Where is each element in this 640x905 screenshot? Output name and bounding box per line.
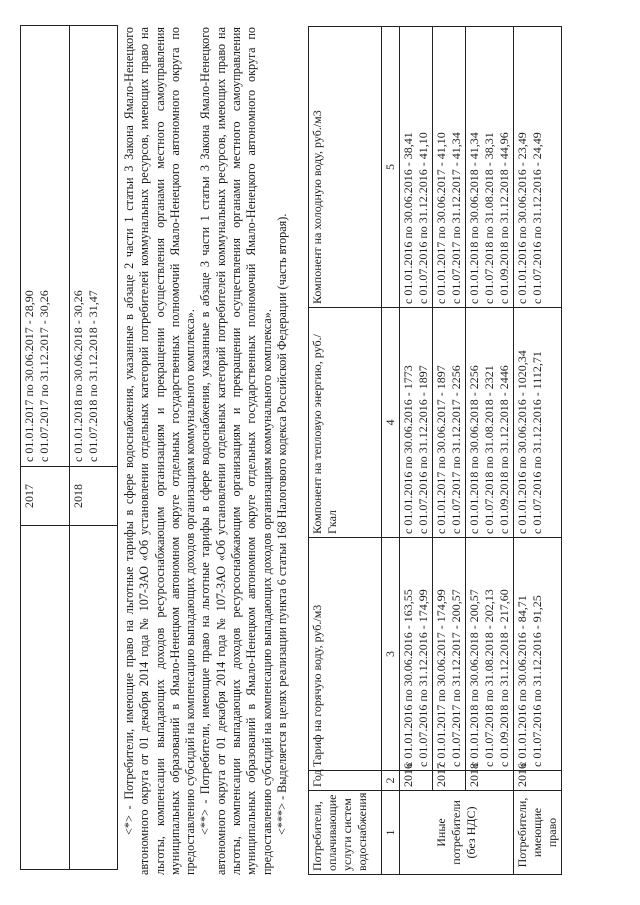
column-number: 4 (382, 308, 400, 538)
tariff-line: с 01.07.2017 по 31.12.2017 - 30,26 (37, 290, 51, 462)
tariff-line: с 01.01.2017 по 30.06.2017 - 1897 (434, 365, 448, 534)
table-row (466, 27, 514, 875)
tariff-line: с 01.01.2016 по 30.06.2016 - 1773 (401, 365, 415, 534)
header-cold-component: Компонент на холодную воду, руб./м3 (309, 27, 382, 308)
column-number: 2 (382, 771, 400, 791)
tariff-line: с 01.01.2016 по 30.06.2016 - 1020,34 (515, 350, 529, 534)
column-number: 1 (382, 791, 400, 875)
tariff-line: с 01.01.2017 по 30.06.2017 - 41,10 (434, 132, 448, 304)
table-header-row (309, 27, 382, 875)
table-row (433, 27, 466, 875)
heat-component-cell (466, 308, 514, 538)
hot-water-tariff-table (308, 26, 562, 875)
footnotes (122, 27, 290, 875)
tariff-line: с 01.01.2018 по 30.06.2018 - 30,26 (70, 290, 85, 462)
cold-component-cell (514, 27, 562, 308)
tariff-line: с 01.09.2018 по 31.12.2018 - 217,60 (497, 589, 511, 767)
hot-water-cell (400, 538, 433, 771)
cold-component-cell (466, 27, 514, 308)
table-row (69, 26, 118, 870)
consumer-cell: Потребители, имеющие право (514, 791, 562, 875)
heat-component-cell (514, 308, 562, 538)
footnote-2: <**> - Потребители, имеющие право на льготные тарифы в сфере водоснабжения, указанные в абзаце 3 части 1 статьи 3 Закона Ямало-Ненецкого автономного округа от 01 декабря 2014 года № 107-ЗАО «Об установлении отдельных категорий потребителей коммунальных ресурсов, имеющих право на льготы, компенсации выпадающих доходов ресурсоснабжающим организациям и прекращении осуществления органами местного самоуправления муниципальных образований в Ямало-Ненецком автономном округе отдельных государственных полномочий Ямало-Ненецкого автономного округа по предоставлению субсидий на компенсацию выпадающих доходов организациям коммунального комплекса». (198, 27, 274, 875)
hot-water-cell (466, 538, 514, 771)
consumer-cell: Иные потребители (без НДС) (400, 791, 514, 875)
tariff-line: с 01.07.2017 по 31.12.2017 - 200,57 (449, 589, 463, 767)
column-number: 3 (382, 538, 400, 771)
tariff-line: с 01.01.2017 по 30.06.2017 - 28,90 (22, 290, 36, 462)
year-cell: 2018 (69, 467, 118, 526)
tariff-line: с 01.07.2016 по 31.12.2016 - 1112,71 (530, 351, 544, 534)
tariff-line: с 01.01.2016 по 30.06.2016 - 84,71 (515, 595, 529, 767)
year-cell: 2018 (466, 771, 514, 791)
tariff-line: с 01.07.2016 по 31.12.2016 - 24,49 (530, 132, 544, 304)
tariff-line: с 01.07.2017 по 31.12.2017 - 2256 (449, 365, 463, 534)
tariff-cell (21, 26, 70, 467)
tariff-line: с 01.09.2018 по 31.12.2018 - 2446 (497, 365, 511, 534)
table-cell (69, 526, 118, 870)
header-hot-water: Тариф на горячую воду, руб./м3 (309, 538, 382, 771)
column-number: 5 (382, 27, 400, 308)
tariff-line: с 01.07.2018 по 31.12.2018 - 31,47 (85, 290, 100, 462)
tariff-line: с 01.07.2016 по 31.12.2016 - 1897 (416, 365, 430, 534)
tariff-line: с 01.07.2018 по 31.08.2018 - 38,31 (482, 132, 496, 304)
tariff-line: с 01.09.2018 по 31.12.2018 - 44,96 (497, 132, 511, 304)
tariff-line: с 01.07.2018 по 31.08.2018 - 2321 (482, 365, 496, 534)
footnote-3: <***> - Выделяется в целях реализации пункта 6 статьи 168 Налогового кодекса Российской Федерации (часть вторая). (274, 213, 289, 835)
hot-water-cell (433, 538, 466, 771)
hot-water-cell (514, 538, 562, 771)
tariff-line: с 01.01.2018 по 30.06.2018 - 2256 (467, 365, 481, 534)
tariff-line: с 01.07.2016 по 31.12.2016 - 91,25 (530, 595, 544, 767)
table-row (400, 27, 433, 875)
footnote-1: <*> - Потребители, имеющие право на льготные тарифы в сфере водоснабжения, указанные в абзаце 2 части 1 статьи 3 Закона Ямало-Ненецкого автономного округа от 01 декабря 2014 года № 107-ЗАО «Об установлении отдельных категорий потребителей коммунальных ресурсов, имеющих право на льготы, компенсации выпадающих доходов ресурсоснабжающим организациям и прекращении осуществления органами местного самоуправления муниципальных образований в Ямало-Ненецком автономном округе отдельных государственных полномочий Ямало-Ненецкого автономного округа по предоставлению субсидий на компенсацию выпадающих доходов организациям коммунального комплекса». (122, 27, 198, 875)
header-consumer: Потребители, оплачивающие услуги систем водоснабжения (309, 791, 382, 875)
tariff-line: с 01.01.2017 по 30.06.2017 - 174,99 (434, 589, 448, 767)
tariff-line: с 01.01.2018 по 30.06.2018 - 200,57 (467, 589, 481, 767)
heat-component-cell (400, 308, 433, 538)
tariff-line: с 01.01.2016 по 30.06.2016 - 23,49 (515, 132, 529, 304)
table-row (514, 27, 562, 875)
column-number-row (382, 27, 400, 875)
table-cell (21, 526, 70, 870)
tariff-line: с 01.07.2017 по 31.12.2017 - 41,34 (449, 132, 463, 304)
tariff-line: с 01.07.2016 по 31.12.2016 - 174,99 (416, 589, 430, 767)
header-year: Год (309, 771, 382, 791)
year-cell: 2017 (433, 771, 466, 791)
tariff-cell (69, 26, 118, 467)
tariff-line: с 01.07.2016 по 31.12.2016 - 41,10 (416, 132, 430, 304)
tariff-line: с 01.01.2016 по 30.06.2016 - 38,41 (401, 132, 415, 304)
cold-component-cell (433, 27, 466, 308)
year-cell: 2016 (400, 771, 433, 791)
tariff-line: с 01.07.2018 по 31.08.2018 - 202,13 (482, 589, 496, 767)
top-tariff-table (20, 25, 118, 870)
tariff-line: с 01.01.2018 по 30.06.2018 - 41,34 (467, 132, 481, 304)
tariff-line: с 01.01.2016 по 30.06.2016 - 163,55 (401, 589, 415, 767)
heat-component-cell (433, 308, 466, 538)
header-heat-component: Компонент на тепловую энергию, руб./Гкал (309, 308, 382, 538)
cold-component-cell (400, 27, 433, 308)
year-cell: 2016 (514, 771, 562, 791)
table-row (21, 26, 70, 870)
year-cell: 2017 (21, 467, 70, 526)
